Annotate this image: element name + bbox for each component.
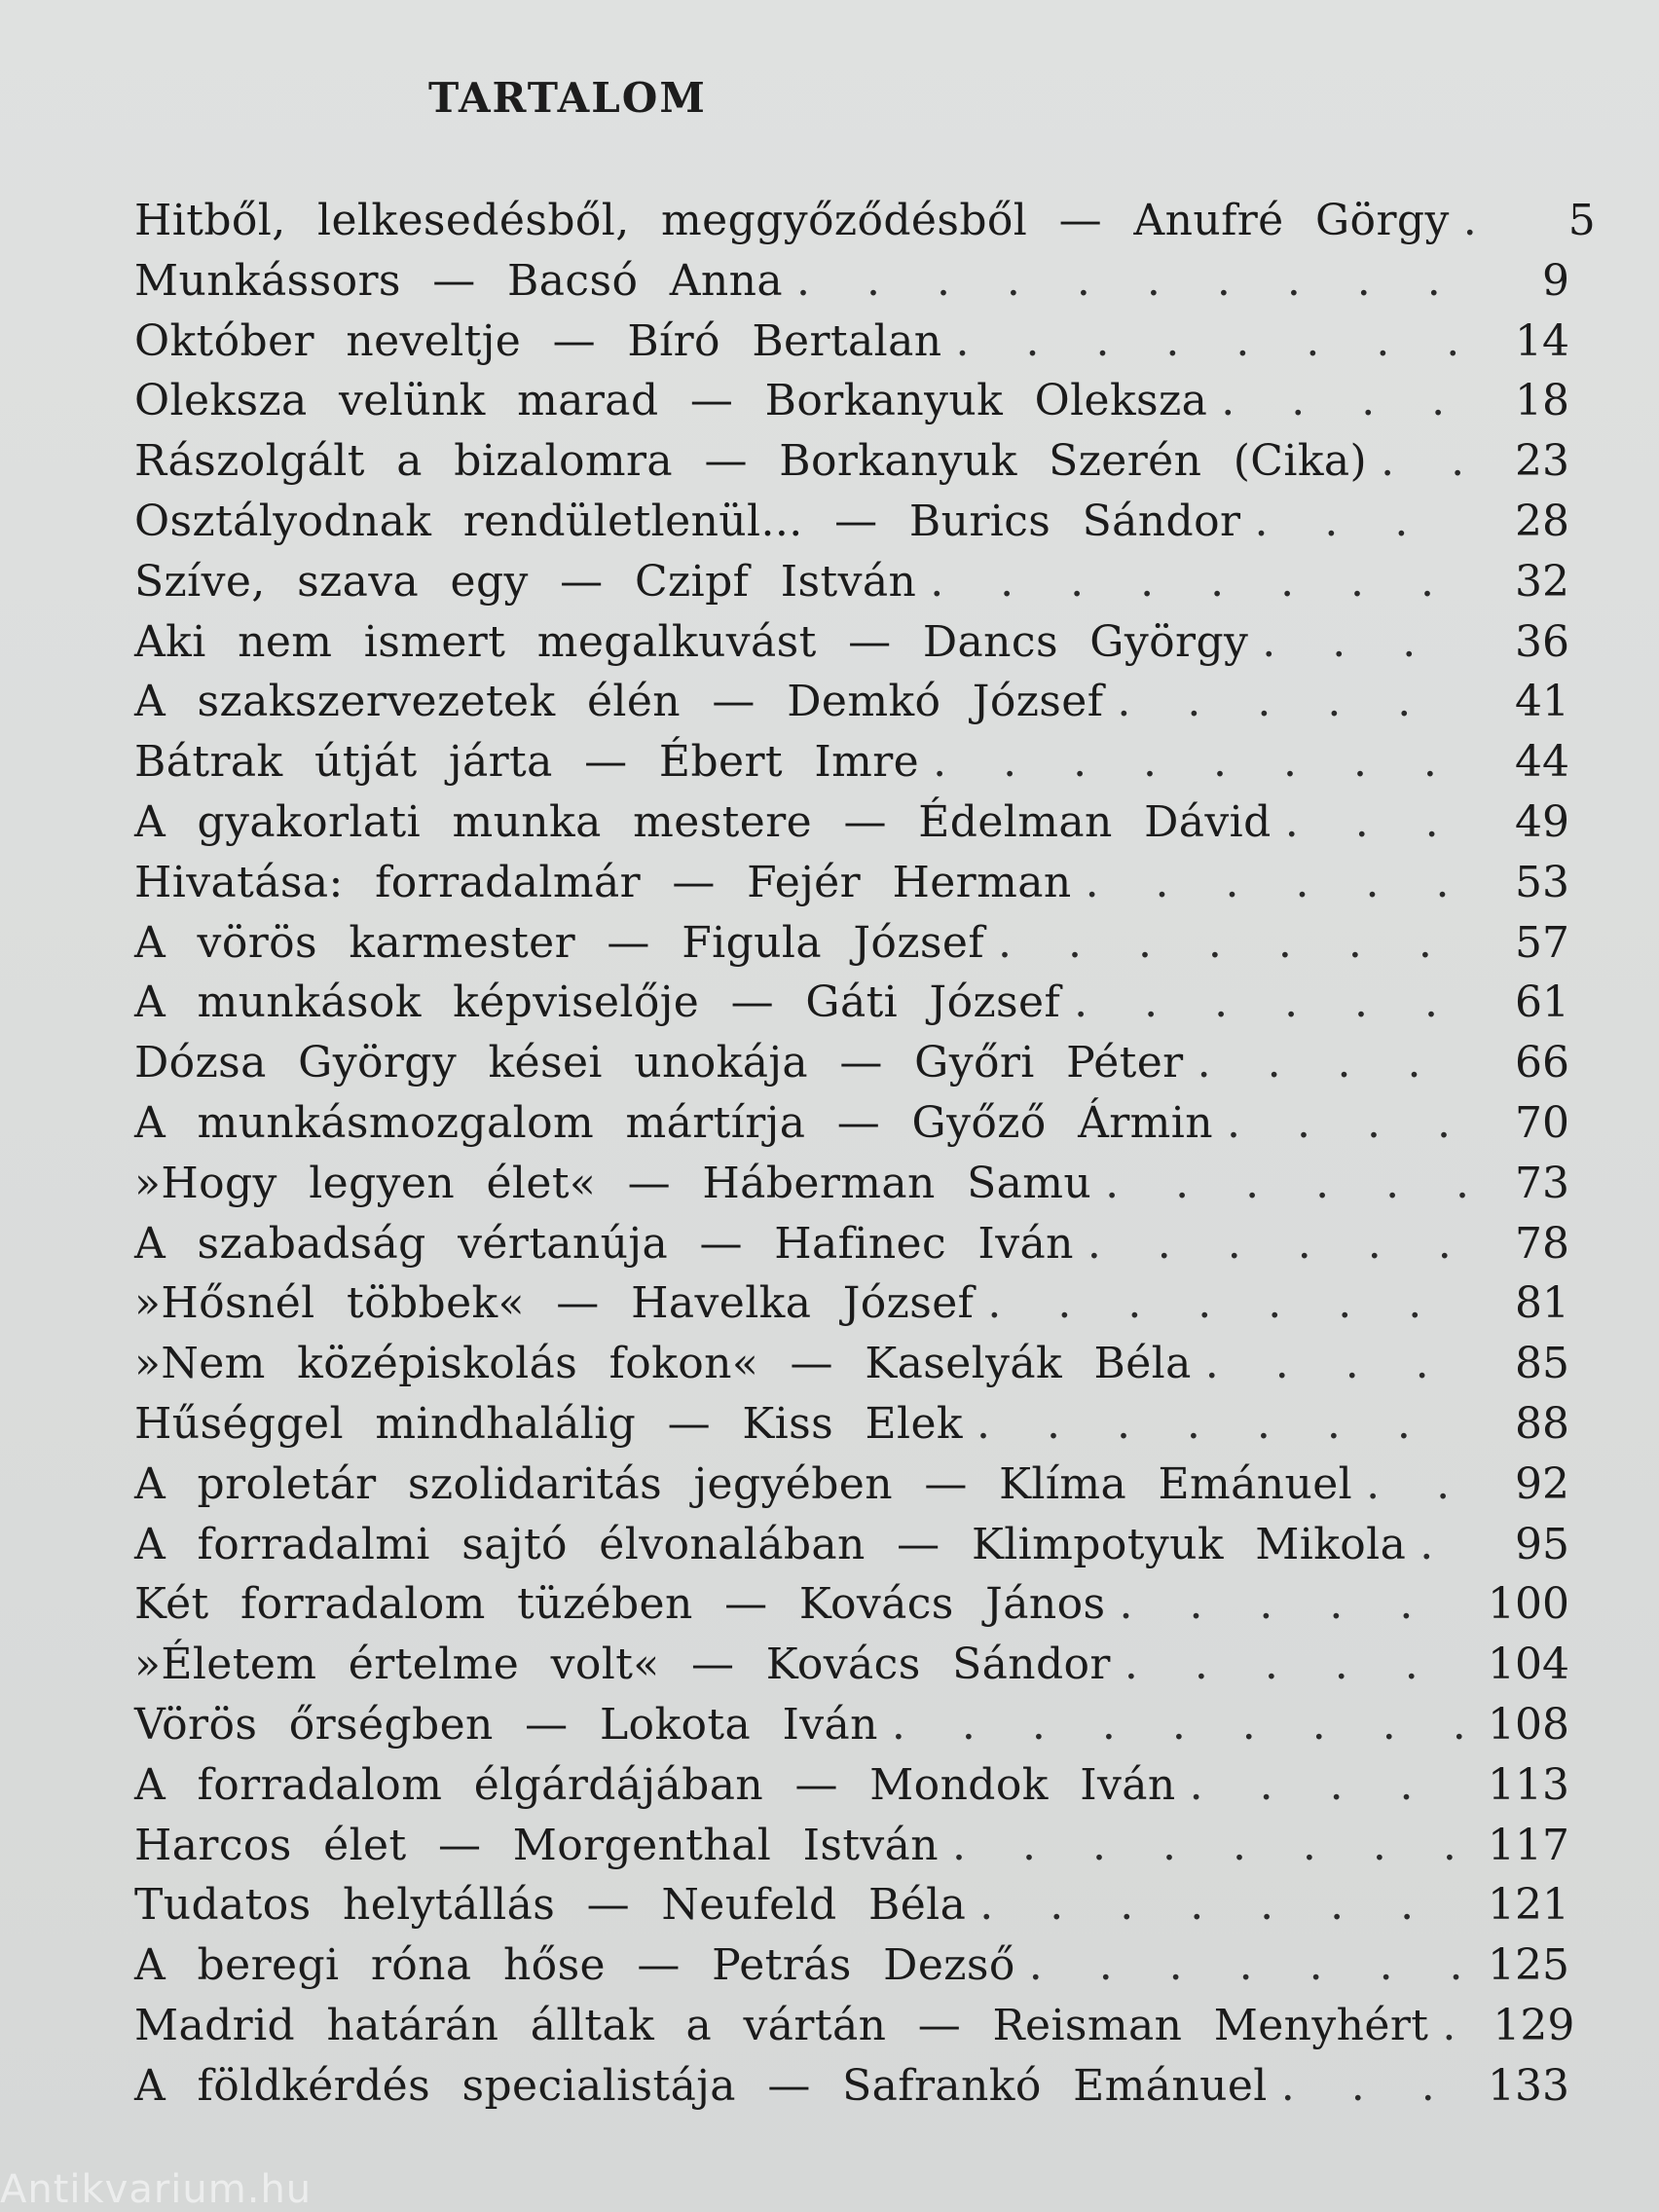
toc-entry — [134, 793, 1575, 853]
toc-entry-title: »Életem értelme volt« — Kovács Sándor — [134, 1640, 1111, 1690]
toc-entry — [134, 1635, 1575, 1695]
dot-leader — [952, 1816, 1466, 1876]
dot-leader — [979, 1875, 1466, 1936]
toc-entry — [134, 1755, 1575, 1816]
toc-entry-title: Szíve, szava egy — Czipf István — [134, 556, 917, 607]
toc-entry-page: 53 — [1515, 857, 1569, 907]
dot-leader — [1205, 1334, 1466, 1394]
toc-entry — [134, 492, 1575, 552]
toc-entry-page: 73 — [1515, 1158, 1569, 1208]
toc-entry-page: 5 — [1567, 196, 1596, 245]
dot-leader — [1198, 1033, 1466, 1093]
toc-entry — [134, 853, 1575, 913]
dot-leader — [1262, 612, 1466, 673]
toc-entry-page: 100 — [1488, 1579, 1569, 1630]
dot-leader — [1029, 1936, 1466, 1996]
toc-entry-title: A proletár szolidaritás jegyében — Klíma Emánuel — [134, 1458, 1353, 1509]
toc-entry-title: A szakszervezetek élén — Demkó József — [134, 677, 1104, 727]
toc-entry — [134, 251, 1575, 312]
toc-entry — [134, 1334, 1575, 1394]
toc-entry-page: 121 — [1488, 1880, 1569, 1931]
toc-entry-title: Rászolgált a bizalomra — Borkanyuk Szerén (Cika) — [134, 436, 1368, 487]
toc-entry — [134, 1574, 1575, 1635]
toc-entry-page: 125 — [1488, 1940, 1569, 1991]
dot-leader — [1285, 793, 1466, 853]
dot-leader — [1105, 1154, 1466, 1214]
toc-entry-page: 129 — [1493, 2000, 1575, 2050]
toc-entry-page: 95 — [1515, 1519, 1569, 1569]
toc-entry — [134, 672, 1575, 732]
toc-entry-title: Két forradalom tüzében — Kovács János — [134, 1579, 1106, 1630]
toc-entry-page: 61 — [1515, 977, 1569, 1028]
dot-leader — [1117, 672, 1466, 732]
dot-leader — [1366, 1455, 1466, 1515]
toc-entry — [134, 191, 1596, 251]
toc-entry — [134, 1093, 1575, 1154]
toc-entry-page: 117 — [1488, 1820, 1569, 1870]
toc-entry-title: A gyakorlati munka mestere — Édelman Dávid — [134, 796, 1272, 847]
toc-entry-page: 78 — [1515, 1218, 1569, 1269]
toc-entry-title: Madrid határán álltak a vártán — Reisman Menyhért — [134, 2000, 1429, 2050]
dot-leader — [956, 312, 1467, 372]
toc-entry-page: 14 — [1515, 315, 1569, 366]
toc-entry-title: »Hogy legyen élet« — Háberman Samu — [134, 1158, 1092, 1208]
table-of-contents — [134, 191, 1596, 2117]
toc-entry — [134, 431, 1575, 492]
toc-entry-page: 92 — [1515, 1458, 1569, 1509]
toc-entry — [134, 1695, 1575, 1755]
toc-entry-title: Osztályodnak rendületlenül... — Burics Sándor — [134, 496, 1241, 546]
toc-entry — [134, 371, 1575, 431]
toc-entry-page: 36 — [1515, 616, 1569, 667]
toc-entry-title: A forradalmi sajtó élvonalában — Klimpotyuk Mikola — [134, 1519, 1407, 1569]
toc-entry-page: 113 — [1488, 1759, 1569, 1810]
toc-entry — [134, 1455, 1575, 1515]
dot-leader — [1190, 1755, 1466, 1816]
toc-entry-title: Hűséggel mindhalálig — Kiss Elek — [134, 1398, 963, 1449]
toc-entry — [134, 612, 1575, 673]
watermark: Antikvarium.hu — [0, 2167, 313, 2212]
toc-entry — [134, 1214, 1575, 1274]
toc-entry-title: Dózsa György kései unokája — Győri Péter — [134, 1038, 1184, 1088]
dot-leader — [1281, 2056, 1466, 2117]
toc-entry-title: Munkássors — Bacsó Anna — [134, 255, 784, 306]
toc-entry-page: 41 — [1515, 677, 1569, 727]
toc-entry — [134, 1033, 1575, 1093]
toc-entry — [134, 312, 1575, 372]
toc-entry-page: 18 — [1515, 376, 1569, 426]
toc-entry-page: 88 — [1515, 1398, 1569, 1449]
dot-leader — [892, 1695, 1466, 1755]
toc-entry-page: 108 — [1488, 1699, 1569, 1750]
dot-leader — [1227, 1093, 1466, 1154]
toc-entry-page: 44 — [1515, 737, 1569, 788]
dot-leader — [1074, 973, 1466, 1033]
toc-entry-title: Tudatos helytállás — Neufeld Béla — [134, 1880, 967, 1931]
toc-entry-page: 104 — [1488, 1640, 1569, 1690]
dot-leader — [977, 1394, 1466, 1455]
toc-entry-title: »Nem középiskolás fokon« — Kaselyák Béla — [134, 1339, 1192, 1389]
toc-entry — [134, 913, 1575, 974]
dot-leader — [1124, 1635, 1466, 1695]
dot-leader — [1442, 1996, 1471, 2056]
dot-leader — [1463, 191, 1493, 251]
toc-entry — [134, 973, 1575, 1033]
dot-leader — [1119, 1574, 1466, 1635]
toc-entry-title: Harcos élet — Morgenthal István — [134, 1820, 940, 1870]
toc-entry — [134, 1154, 1575, 1214]
dot-leader — [1381, 431, 1466, 492]
toc-entry — [134, 1273, 1575, 1334]
page-title: TARTALOM — [428, 74, 707, 122]
toc-entry-page: 81 — [1515, 1278, 1569, 1329]
toc-entry-page: 49 — [1515, 796, 1569, 847]
toc-entry-title: Hitből, lelkesedésből, meggyőződésből — Anufré Görgy — [134, 196, 1450, 245]
toc-entry — [134, 2056, 1575, 2117]
toc-entry-page: 9 — [1542, 255, 1569, 306]
toc-entry-title: Aki nem ismert megalkuvást — Dancs György — [134, 616, 1249, 667]
toc-entry-page: 57 — [1515, 917, 1569, 968]
toc-entry-title: A szabadság vértanúja — Hafinec Iván — [134, 1218, 1074, 1269]
toc-entry — [134, 732, 1575, 793]
toc-entry-title: Oleksza velünk marad — Borkanyuk Oleksza — [134, 376, 1208, 426]
toc-entry-page: 70 — [1515, 1097, 1569, 1148]
toc-entry-page: 28 — [1515, 496, 1569, 546]
toc-entry-title: »Hősnél többek« — Havelka József — [134, 1278, 975, 1329]
toc-entry — [134, 1875, 1575, 1936]
toc-entry-page: 32 — [1515, 556, 1569, 607]
dot-leader — [987, 1273, 1466, 1334]
toc-entry-page: 66 — [1515, 1038, 1569, 1088]
dot-leader — [796, 251, 1466, 312]
toc-entry — [134, 1394, 1575, 1455]
dot-leader — [933, 732, 1466, 793]
dot-leader — [1419, 1515, 1466, 1575]
dot-leader — [1254, 492, 1466, 552]
toc-entry-title: A munkások képviselője — Gáti József — [134, 977, 1061, 1028]
toc-entry-title: A vörös karmester — Figula József — [134, 917, 985, 968]
toc-entry-title: Vörös őrségben — Lokota Iván — [134, 1699, 878, 1750]
toc-entry-title: Október neveltje — Bíró Bertalan — [134, 315, 942, 366]
toc-entry — [134, 1996, 1575, 2056]
toc-entry-title: Hivatása: forradalmár — Fejér Herman — [134, 857, 1072, 907]
toc-entry — [134, 552, 1575, 612]
dot-leader — [930, 552, 1466, 612]
toc-entry — [134, 1515, 1575, 1575]
toc-entry — [134, 1936, 1575, 1996]
toc-entry-page: 23 — [1515, 436, 1569, 487]
toc-entry-title: A forradalom élgárdájában — Mondok Iván — [134, 1759, 1176, 1810]
toc-entry — [134, 1816, 1575, 1876]
toc-entry-title: Bátrak útját járta — Ébert Imre — [134, 737, 920, 788]
toc-entry-title: A földkérdés specialistája — Safrankó Emánuel — [134, 2060, 1268, 2111]
dot-leader — [998, 913, 1466, 974]
toc-entry-title: A munkásmozgalom mártírja — Győző Ármin — [134, 1097, 1214, 1148]
toc-entry-page: 85 — [1515, 1339, 1569, 1389]
toc-entry-page: 133 — [1488, 2060, 1569, 2111]
dot-leader — [1221, 371, 1466, 431]
dot-leader — [1086, 853, 1466, 913]
dot-leader — [1088, 1214, 1466, 1274]
toc-entry-title: A beregi róna hőse — Petrás Dezső — [134, 1940, 1015, 1991]
